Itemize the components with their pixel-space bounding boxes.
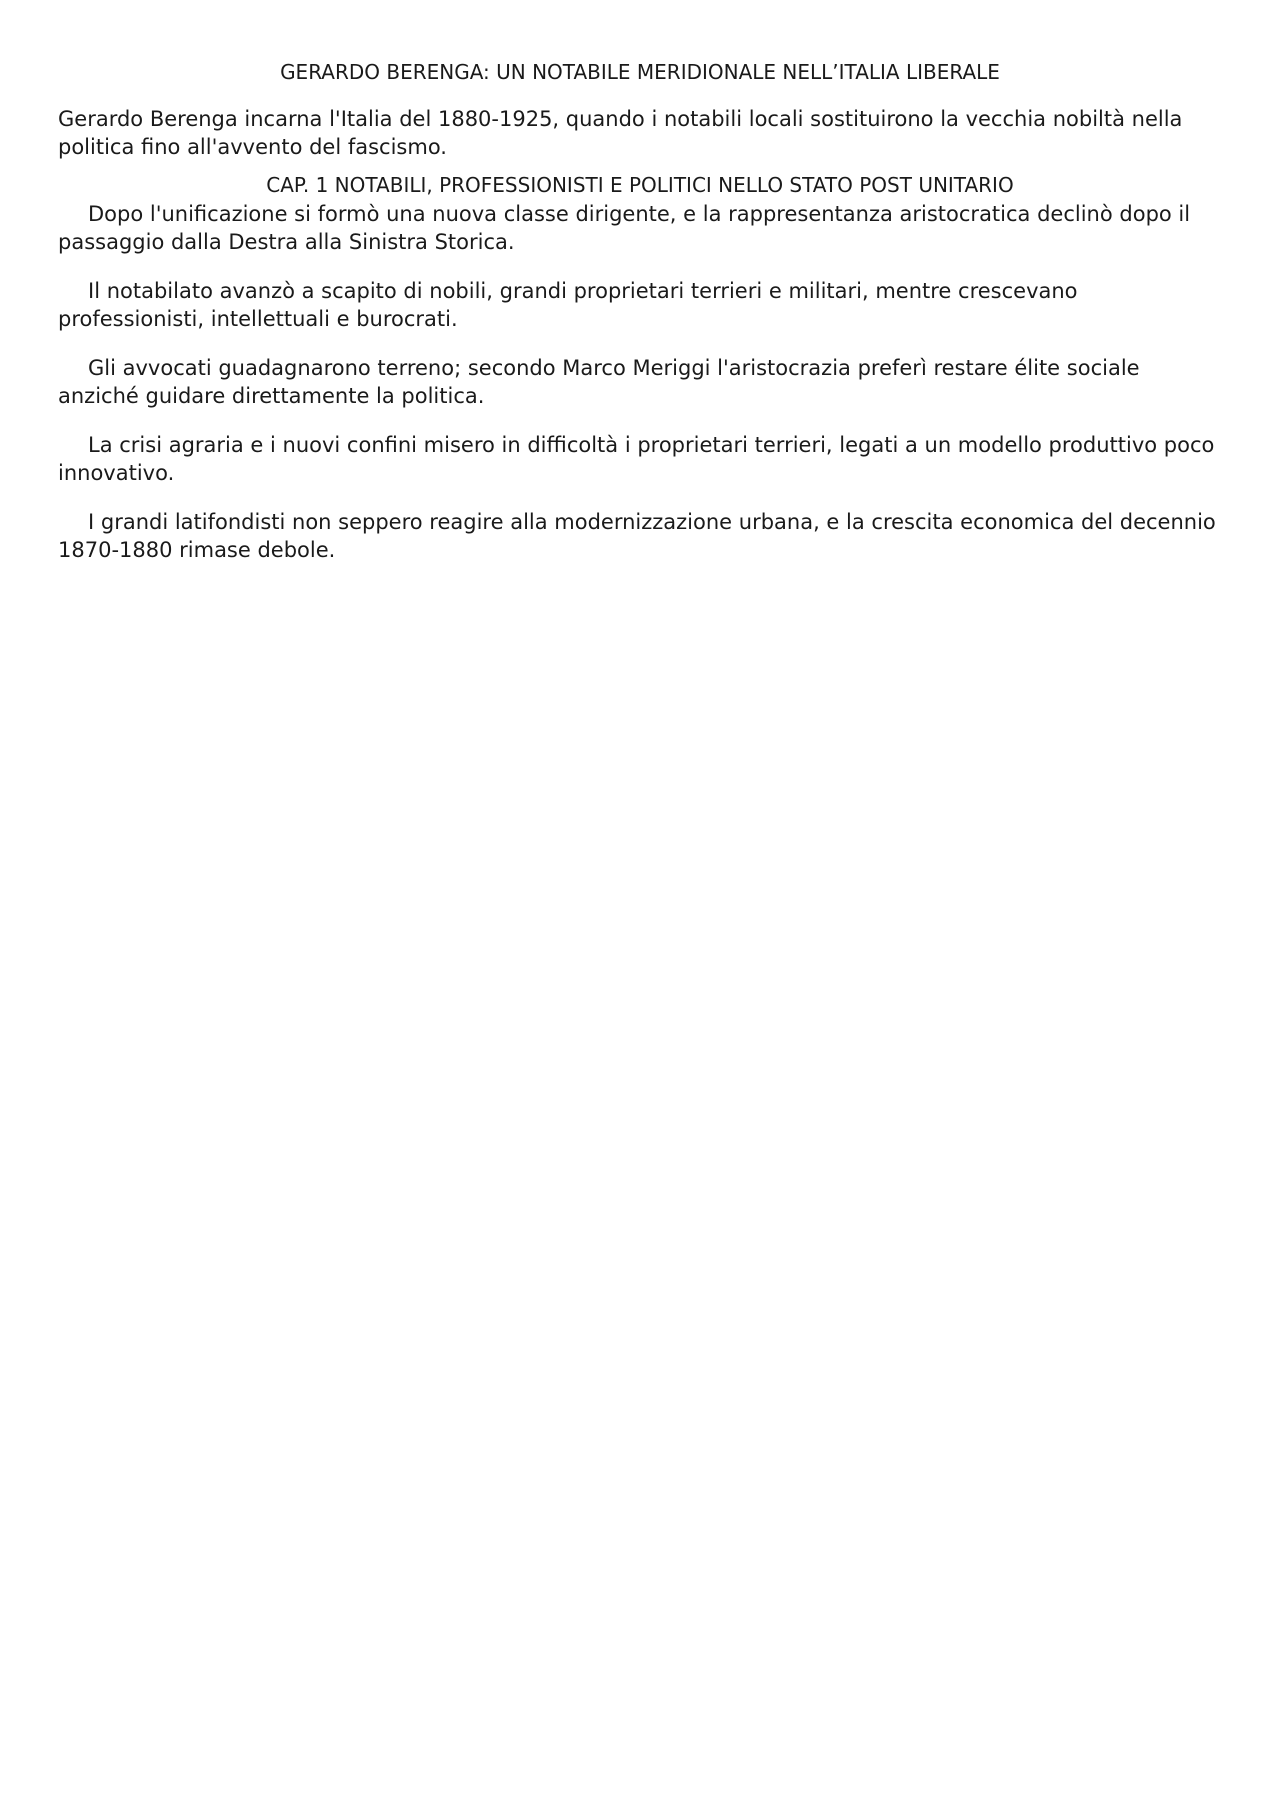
intro-paragraph: Gerardo Berenga incarna l'Italia del 1880-1925, quando i notabili locali sostituirono la vecchia nobiltà nella politica fino all'avvento del fascismo. xyxy=(58,107,1183,159)
body-paragraph: Dopo l'unificazione si formò una nuova classe dirigente, e la rappresentanza aristocratica declinò dopo il passaggio dalla Destra alla Sinistra Storica. xyxy=(58,202,1191,254)
body-paragraph: I grandi latifondisti non seppero reagire alla modernizzazione urbana, e la crescita economica del decennio 1870-1880 rimase debole. xyxy=(58,510,1216,562)
body-paragraph: Il notabilato avanzò a scapito di nobili, grandi proprietari terrieri e militari, mentre crescevano professionisti, intellettuali e burocrati. xyxy=(58,279,1078,331)
chapter-title: CAP. 1 NOTABILI, PROFESSIONISTI E POLITICI NELLO STATO POST UNITARIO xyxy=(266,173,1014,197)
document-title: GERARDO BERENGA: UN NOTABILE MERIDIONALE NELL’ITALIA LIBERALE xyxy=(280,60,1000,84)
body-paragraph: Gli avvocati guadagnarono terreno; secondo Marco Meriggi l'aristocrazia preferì restare élite sociale anziché guidare direttamente la politica. xyxy=(58,356,1140,408)
body-paragraph: La crisi agraria e i nuovi confini misero in difficoltà i proprietari terrieri, legati a un modello produttivo poco innovativo. xyxy=(58,433,1215,485)
